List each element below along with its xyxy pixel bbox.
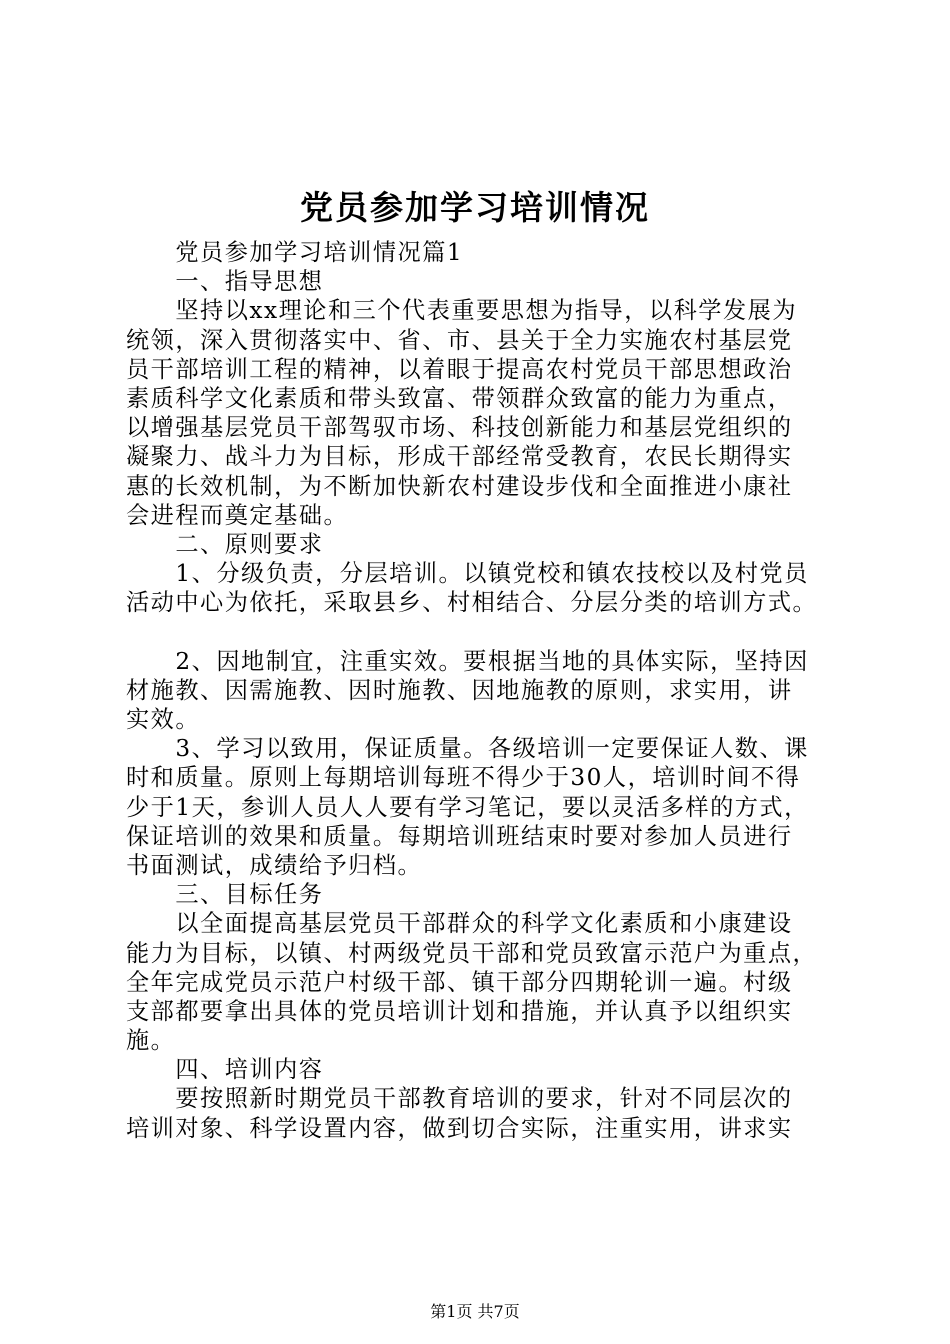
body-line: 以增强基层党员干部驾驭市场、科技创新能力和基层党组织的 [126, 414, 793, 442]
body-line: 惠的长效机制，为不断加快新农村建设步伐和全面推进小康社 [126, 472, 793, 500]
body-line: 党员参加学习培训情况篇1 [126, 239, 464, 266]
body-line: 书面测试，成绩给予归档。 [126, 851, 423, 879]
body-line: 坚持以xx理论和三个代表重要思想为指导，以科学发展为 [126, 297, 798, 325]
body-line: 少于1天，参训人员人人要有学习笔记，要以灵活多样的方式， [126, 793, 809, 821]
body-line: 要按照新时期党员干部教育培训的要求，针对不同层次的 [126, 1085, 793, 1113]
document-title: 党员参加学习培训情况 [300, 188, 650, 227]
body-line: 保证培训的效果和质量。每期培训班结束时要对参加人员进行 [126, 822, 793, 850]
section-heading: 一、指导思想 [126, 268, 324, 296]
body-line: 统领，深入贯彻落实中、省、市、县关于全力实施农村基层党 [126, 326, 793, 354]
body-line: 施。 [126, 1027, 176, 1055]
body-line: 培训对象、科学设置内容，做到切合实际，注重实用，讲求实 [126, 1114, 793, 1142]
body-line: 3、学习以致用，保证质量。各级培训一定要保证人数、课 [126, 735, 809, 763]
body-line: 实效。 [126, 706, 201, 733]
section-heading: 三、目标任务 [126, 881, 324, 909]
paragraph-gap [126, 617, 838, 646]
body-line: 材施教、因需施教、因时施教、因地施教的原则，求实用，讲 [126, 676, 793, 704]
body-line: 1、分级负责，分层培训。以镇党校和镇农技校以及村党员 [126, 560, 809, 588]
body-line: 支部都要拿出具体的党员培训计划和措施，并认真予以组织实 [126, 997, 793, 1025]
body-line: 时和质量。原则上每期培训每班不得少于30人，培训时间不得 [126, 764, 801, 792]
body-line: 2、因地制宜，注重实效。要根据当地的具体实际，坚持因 [126, 647, 809, 675]
document-body [126, 238, 838, 1143]
section-heading: 四、培训内容 [126, 1056, 324, 1084]
body-line: 会进程而奠定基础。 [126, 501, 349, 529]
body-line: 活动中心为依托，采取县乡、村相结合、分层分类的培训方式。 [126, 589, 818, 617]
section-heading: 二、原则要求 [126, 530, 324, 558]
body-line: 员干部培训工程的精神，以着眼于提高农村党员干部思想政治 [126, 355, 793, 383]
page-number: 第1页 共7页 [430, 1302, 520, 1321]
body-line: 凝聚力、战斗力为目标，形成干部经常受教育，农民长期得实 [126, 443, 793, 471]
body-line: 全年完成党员示范户村级干部、镇干部分四期轮训一遍。村级 [126, 968, 793, 996]
body-line: 以全面提高基层党员干部群众的科学文化素质和小康建设 [126, 910, 793, 938]
body-line: 素质科学文化素质和带头致富、带领群众致富的能力为重点， [126, 384, 793, 412]
body-line: 能力为目标，以镇、村两级党员干部和党员致富示范户为重点， [126, 939, 818, 967]
